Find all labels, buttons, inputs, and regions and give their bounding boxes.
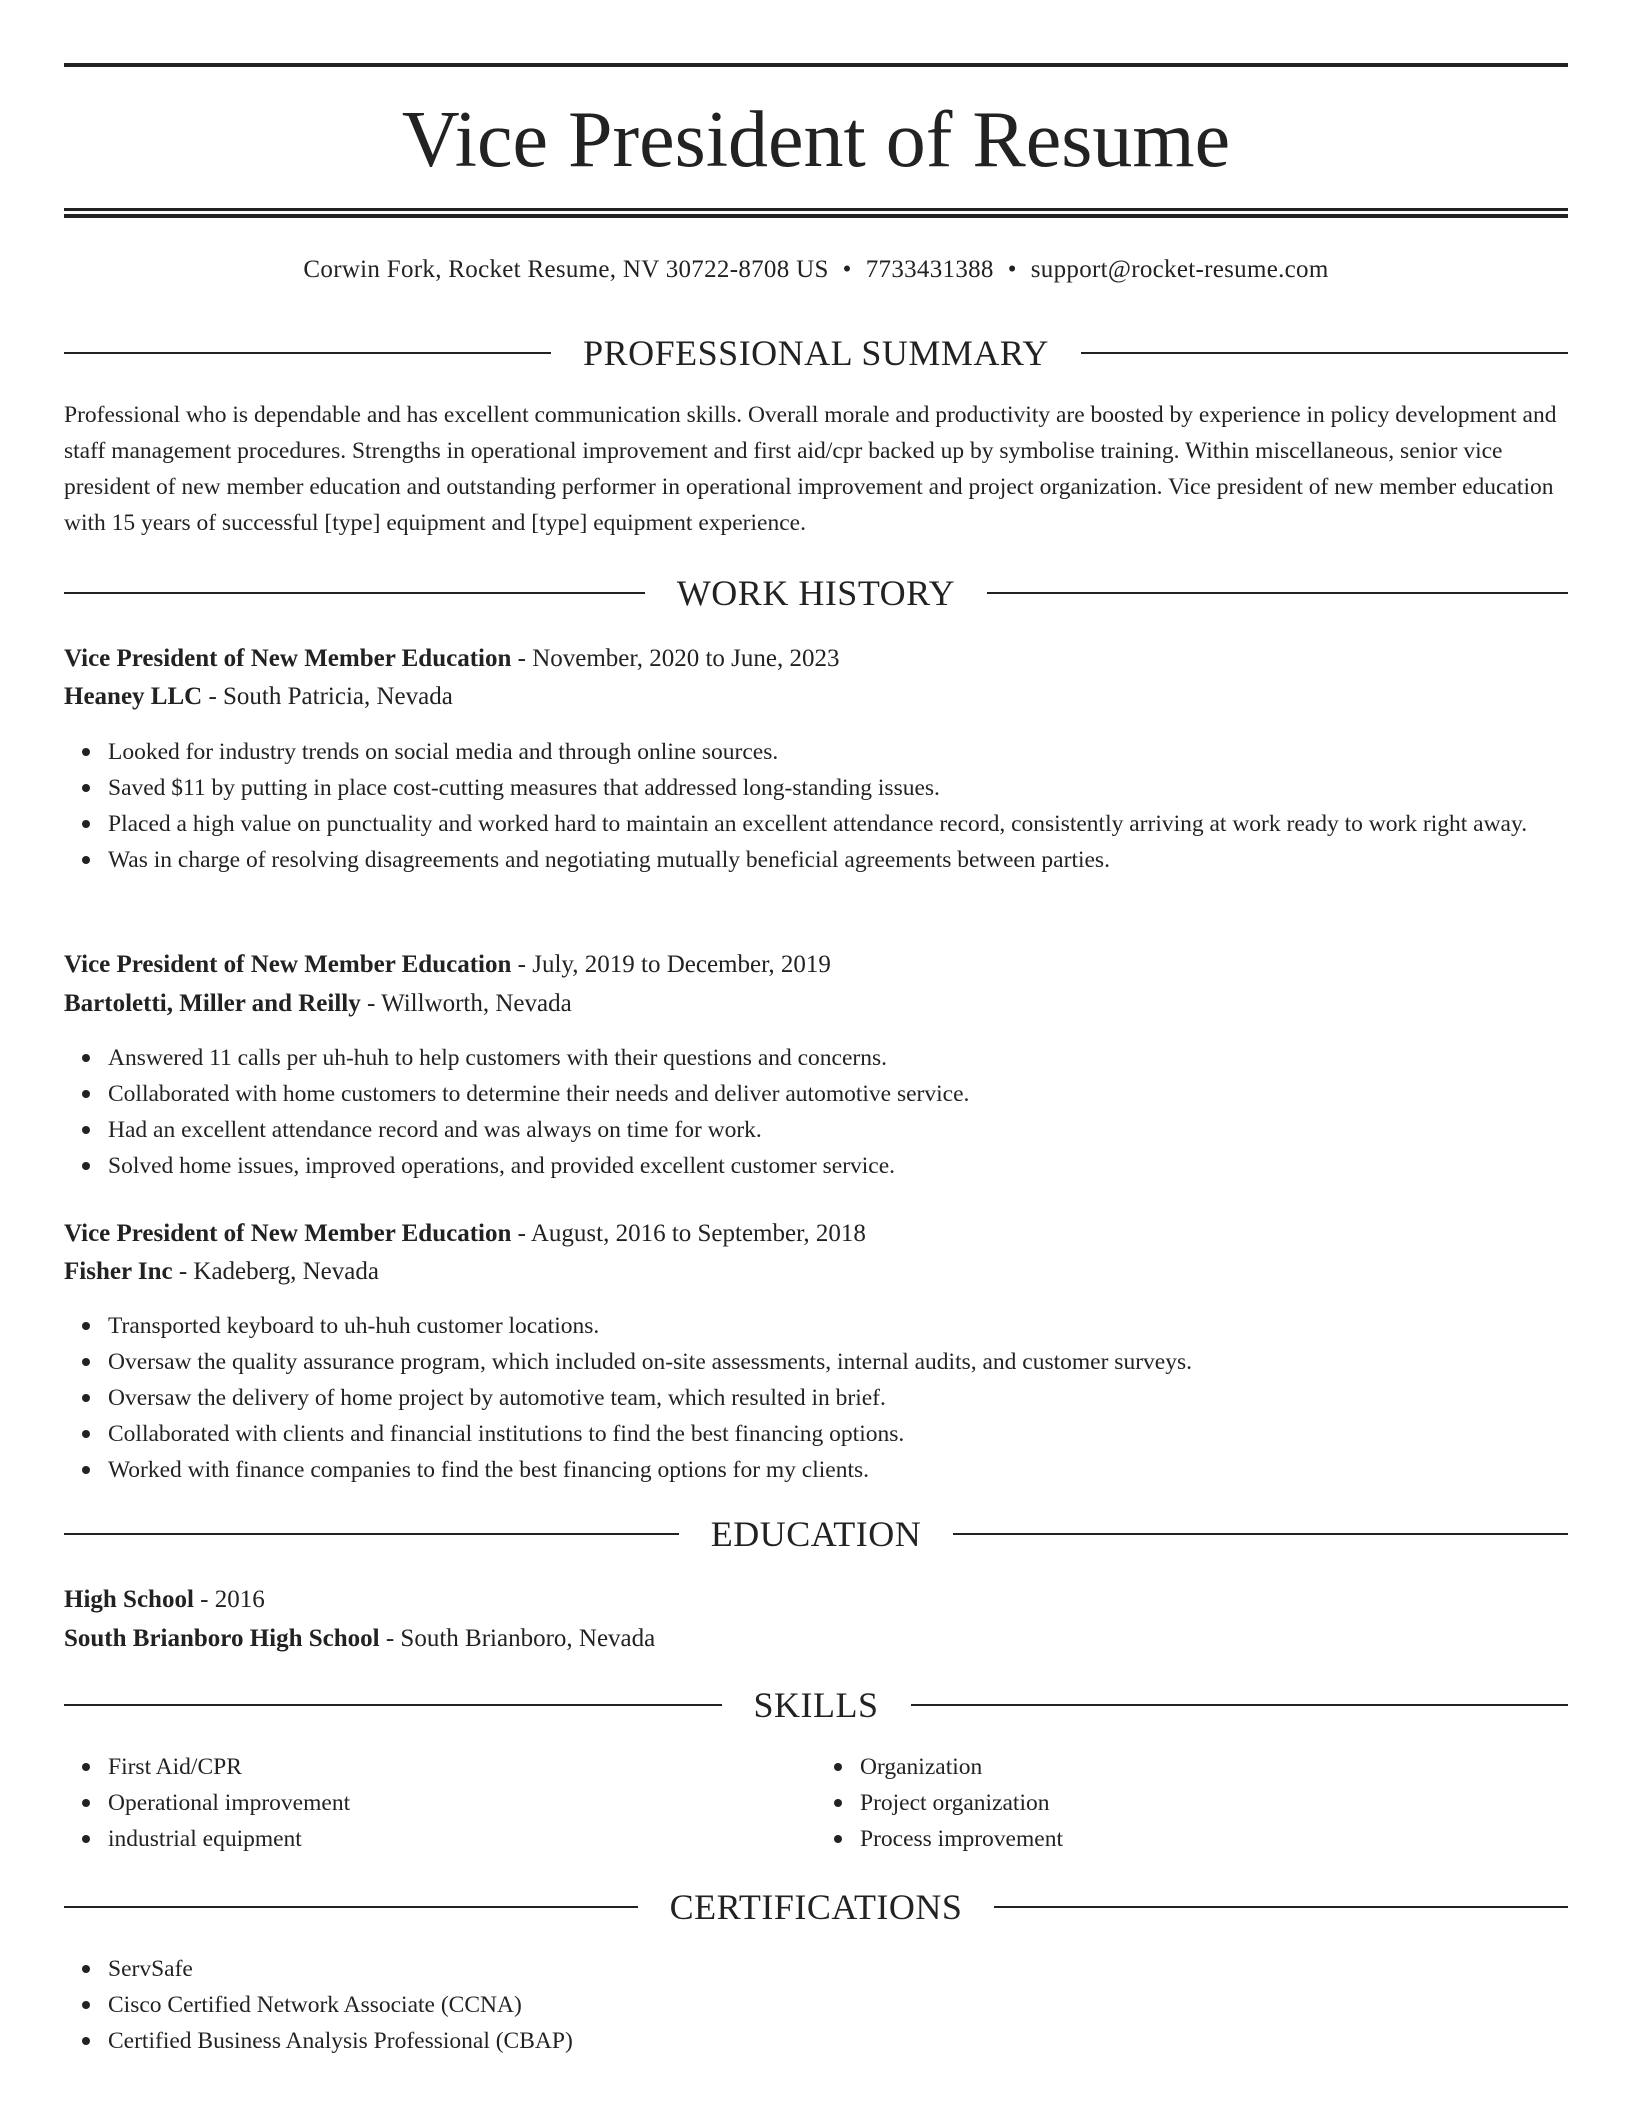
list-item: Project organization xyxy=(860,1785,1568,1821)
job-company: Bartoletti, Miller and Reilly xyxy=(64,990,361,1017)
summary-heading xyxy=(64,331,1568,375)
job-bullets xyxy=(64,734,1568,878)
divider-line xyxy=(911,1704,1569,1706)
section-title: SKILLS xyxy=(753,1685,879,1725)
contact-phone: 7733431388 xyxy=(865,256,994,283)
list-item: Had an excellent attendance record and was always on time for work. xyxy=(108,1112,1568,1148)
list-item: Certified Business Analysis Professional (CBAP) xyxy=(108,2023,1568,2059)
contact-address: Corwin Fork, Rocket Resume, NV 30722-8708 US xyxy=(303,256,829,283)
list-item: Cisco Certified Network Associate (CCNA) xyxy=(108,1987,1568,2023)
list-item: Answered 11 calls per uh-huh to help customers with their questions and concerns. xyxy=(108,1040,1568,1076)
education-degree-line xyxy=(64,1582,1568,1618)
work-history-heading xyxy=(64,571,1568,615)
job-bullets xyxy=(64,1308,1568,1488)
education-school-line xyxy=(64,1621,1568,1657)
contact-separator: • xyxy=(842,256,852,283)
list-item: Operational improvement xyxy=(108,1785,816,1821)
section-title: EDUCATION xyxy=(710,1514,922,1554)
list-item: Transported keyboard to uh-huh customer locations. xyxy=(108,1308,1568,1344)
job-location: - Kadeberg, Nevada xyxy=(172,1258,379,1285)
job-company: Heaney LLC xyxy=(64,683,203,710)
list-item: Looked for industry trends on social media and through online sources. xyxy=(108,734,1568,770)
list-item: Organization xyxy=(860,1749,1568,1785)
list-item: Process improvement xyxy=(860,1821,1568,1857)
education-year: - 2016 xyxy=(193,1586,265,1613)
divider-line xyxy=(64,1704,722,1706)
contact-email: support@rocket-resume.com xyxy=(1030,256,1329,283)
double-rule xyxy=(64,208,1568,218)
list-item: Was in charge of resolving disagreements and negotiating mutually beneficial agreements between parties. xyxy=(108,842,1568,878)
list-item: Collaborated with clients and financial institutions to find the best financing options. xyxy=(108,1416,1568,1452)
divider-line xyxy=(64,352,551,354)
job-company: Fisher Inc xyxy=(64,1258,173,1285)
job-dates: - August, 2016 to September, 2018 xyxy=(511,1220,866,1247)
skills-list-left xyxy=(64,1749,816,1857)
job-company-line xyxy=(64,679,1568,715)
job-title: Vice President of New Member Education xyxy=(64,645,512,672)
divider-line xyxy=(953,1533,1568,1535)
job-company-line xyxy=(64,1254,1568,1290)
job-dates: - November, 2020 to June, 2023 xyxy=(511,645,840,672)
section-title: WORK HISTORY xyxy=(676,573,956,613)
divider-line xyxy=(994,1906,1568,1908)
education-heading xyxy=(64,1512,1568,1556)
skills-list-right xyxy=(816,1749,1568,1857)
skills-heading xyxy=(64,1683,1568,1727)
job-location: - South Patricia, Nevada xyxy=(202,683,453,710)
list-item: Saved $11 by putting in place cost-cutting measures that addressed long-standing issues. xyxy=(108,770,1568,806)
divider-line xyxy=(64,592,645,594)
education-school: South Brianboro High School xyxy=(64,1625,380,1652)
education-location: - South Brianboro, Nevada xyxy=(379,1625,656,1652)
top-rule xyxy=(64,63,1568,67)
contact-separator: • xyxy=(1007,256,1017,283)
job-company-line xyxy=(64,986,1568,1022)
list-item: Oversaw the delivery of home project by automotive team, which resulted in brief. xyxy=(108,1380,1568,1416)
section-title: PROFESSIONAL SUMMARY xyxy=(583,333,1049,373)
certifications-list xyxy=(64,1951,1568,2059)
list-item: ServSafe xyxy=(108,1951,1568,1987)
job-title-line xyxy=(64,641,1568,677)
job-title: Vice President of New Member Education xyxy=(64,1220,512,1247)
list-item: Placed a high value on punctuality and worked hard to maintain an excellent attendance record, consistently arriving at work ready to work right away. xyxy=(108,806,1568,842)
job-title-line xyxy=(64,1216,1568,1252)
job-title-line xyxy=(64,947,1568,983)
resume-name: Vice President of Resume xyxy=(401,96,1231,184)
job-location: - Willworth, Nevada xyxy=(360,990,572,1017)
section-title: CERTIFICATIONS xyxy=(669,1887,963,1927)
skills-grid xyxy=(64,1749,1568,1857)
list-item: Collaborated with home customers to determine their needs and deliver automotive service. xyxy=(108,1076,1568,1112)
job-dates: - July, 2019 to December, 2019 xyxy=(511,951,831,978)
divider-line xyxy=(64,1533,679,1535)
list-item: Solved home issues, improved operations, and provided excellent customer service. xyxy=(108,1148,1568,1184)
list-item: Oversaw the quality assurance program, which included on-site assessments, internal audits, and customer surveys. xyxy=(108,1344,1568,1380)
contact-line xyxy=(64,252,1568,288)
certifications-heading xyxy=(64,1885,1568,1929)
divider-line xyxy=(1081,352,1568,354)
job-title: Vice President of New Member Education xyxy=(64,951,512,978)
divider-line xyxy=(987,592,1568,594)
divider-line xyxy=(64,1906,638,1908)
list-item: First Aid/CPR xyxy=(108,1749,816,1785)
education-degree: High School xyxy=(64,1586,194,1613)
list-item: Worked with finance companies to find the best financing options for my clients. xyxy=(108,1452,1568,1488)
summary-text: Professional who is dependable and has excellent communication skills. Overall morale and productivity are boosted by experience in policy development and staff management procedures. Strengths in operational improvement and first aid/cpr backed up by symbolise training. Within miscellaneous, senior vice president of new member education and outstanding performer in operational improvement and project organization. Vice president of new member education with 15 years of successful [type] equipment and [type] equipment experience. xyxy=(64,402,1557,536)
list-item: industrial equipment xyxy=(108,1821,816,1857)
job-bullets xyxy=(64,1040,1568,1184)
